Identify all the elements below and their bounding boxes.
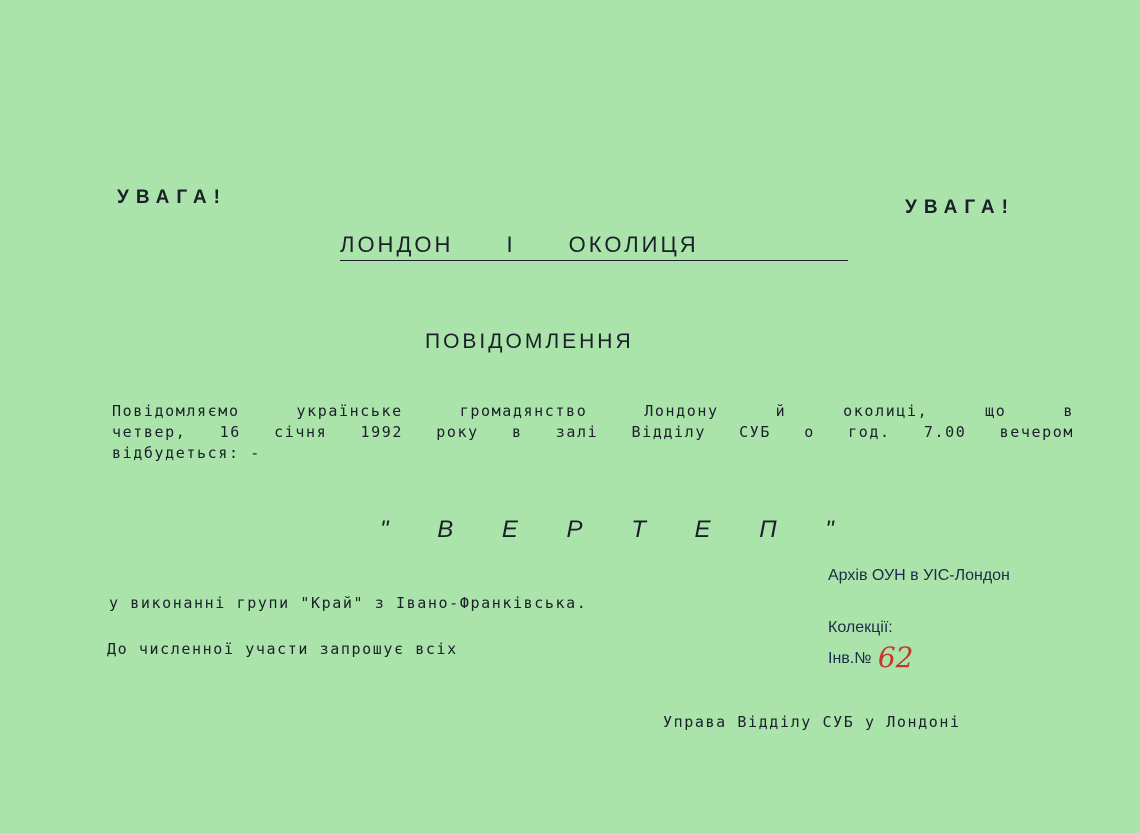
archive-stamp [828,567,1010,674]
archive-name: Архів ОУН в УІС-Лондон [828,567,1010,584]
performance-title: " В Е Р Т Е П " [380,516,855,543]
attention-heading-left: УВАГА! [117,187,227,208]
paragraph-line: Повідомляємо українське громадянство Лондону й околиці, що в [112,402,1074,420]
document-subtitle: ПОВІДОМЛЕННЯ [425,330,634,353]
paragraph-line: четвер, 16 січня 1992 року в залі Відділу СУБ о год. 7.00 вечером [112,423,1074,441]
signature-line: Управа Відділу СУБ у Лондоні [663,713,961,731]
announcement-paragraph [112,401,1074,464]
performer-line: у виконанні групи "Край" з Івано-Франківська. [109,594,588,612]
inventory-label: Інв.№ [828,650,872,667]
inventory-row [828,637,1010,674]
invitation-line: До численної участи запрошує всіх [107,640,458,658]
attention-heading-right: УВАГА! [905,197,1015,218]
paragraph-line: відбудеться: - [112,444,261,462]
document-title: ЛОНДОН І ОКОЛИЦЯ [340,232,848,261]
inventory-number: 62 [877,641,914,674]
collection-label: Колекції: [828,619,893,636]
